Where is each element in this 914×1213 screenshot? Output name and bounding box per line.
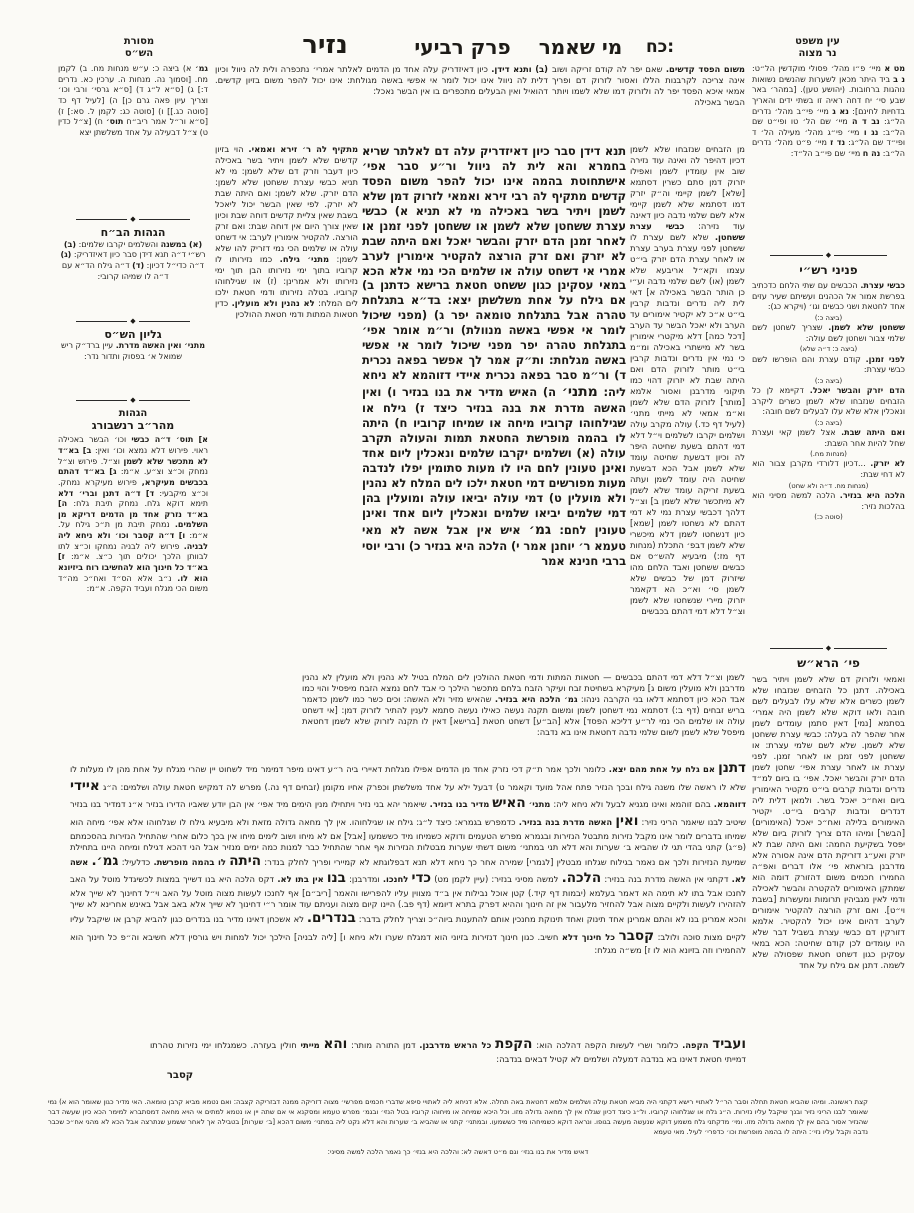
masoret-title-line2: הש״ס <box>124 48 154 59</box>
rashi-column: מן הזבחים שנזבחו שלא לשמן דכיון דהיפר לה ואינה עוד נזירה שוב אין עומדין לשמן ואפילו יזרוק דמן סתם כשרין דסתמא [שלא] לשמן קיימי וה״ק יזרק דמו דסתמא שלא לשמן קיימי אלא לשם שלמי נדבה כיון דאינה עוד נזירה: כבשי עצרת ששחטן. שלא לשם עצרת לו ששחטן לפני עצרת בערב עצרת או לאחר עצרת הדם יזרק בי״ט עצמו וקא״ל אריבעא שלא לשמן (או) לשם שלמי נדבה וע״י כן הותר הבשר באכילה א] דאי לית ליה נדרים ונדבות קרבין בי״ט א״כ לא יקטיר אימורים עד הערב ולא יאכל הבשר עד הערב [דכל כמה] דלא מיקטרי אימורין בשר לא מישתרי באכילה ומ״מ כי נמי אין נדרים ונדבות קרבין בי״ט מותר לזרוק הדם ואם היתה שבת לא יזרוק דהוי כמו תיקוני מדרבנן ואסור אלמא [מותר] לזרוק הדם שלא לשמן וא״מ אמאי לא מייתי מתני׳ (לעיל דף כד.) עולה מקרב עולה ושלמים יקרבו לשלמים וי״ל דלא דמי דהתם בשעת שחיטה היפר לה וכיון דבשעת שחיטה עומד שלא לשמן אבל הכא דבשעת שחיטה היה עומד לשמן ועתה בשעת זריקה עומד שלא לשמן לא מיתכשר שלא לשמן ב] וצ״ל דלהך דכבשי עצרת נמי לא דמי דהתם לא נשחטו לשמן [שמא] כיון דנשחטו לשמן דלא מיכשרי שלא לשמן דבפ׳ התכלת (מנחות דף מז:) מיבעיא להש״ס אם כבשים ששחטן ואבד הלחם מהו שיזרוק דמן של כבשים שלא לשמן סי׳ וא״כ הא דקאמר יזרוק מיירי שנשחטו שלא לשמן וצ״ל דלא דמי דהתם בכבשים <box>630 144 745 616</box>
rashi-top-block: משום הפסד קדשים. שאם יפר לה קודם זריקה ושוב אינה צריכה לקרבנות הללו ואסור לזרוק דם ופריך אמאי איכא הפסד יפר לה ולזרוק דמו שלא לשמו ויותר הבשר באכילה <box>552 64 745 107</box>
tosafot-column: מתקיף לה ר׳ זירא ואמאי. הוי בזיון קדשים שלא לשמן ויתיר בשר באכילה כיון דעבר וזרק דם שלא לשמן: מי לא תניא כבשי עצרת ששחטן שלא לשמן: הדם יזרק. שלא לשמן: ואם היתה שבת לא יזרק. לפי שאין הבשר יכול ליאכל בשבת שאין צליית קדשים דוחה שבת וכיון שאין צורך היום אין דוחה שבת: ואם זרק הורצה. להקטיר אימורין לערב: אי דשחט עולה או שלמים הכי נמי דזריק להו שלא לשמן: מתני׳ גילח. כמו נזירותו לו קרוביו בתוך ימי נזירותו הבן תוך ימי נזירותו ולא אמרינן: (ז) או שגילחוהו קרוביו. בטלה נזירותו ודמי חטאת ילכו לים המלח: לא נהנין ולא מועלין. כדין חטאות המתות ודמי חטאת ההולכין <box>215 144 358 319</box>
tosafot-aveid-paragraph: ועביד הקפה. כלומר ושרי לעשות הקפה דהלכה הוא: הקפת כל הראש מדרבנן. דמן התורה מותר: והא מייתי חולין בעזרה. כשמגלחו ימי נזירות טהרתו דמייתי חטאת דאינו בא בנדבה דמעלה ושלמים לא קטיל דבאים בנדבה: <box>150 1036 746 1064</box>
masoret-hashas-header <box>104 36 174 60</box>
section-divider-icon: ◆ <box>76 395 190 406</box>
pi-harosh-text: ואמאי ולזרוק דם שלא לשמן ויתיר בשר באכילה. דתנן כל הזבחים שנזבחו שלא לשמן כשרים אלא שלא עלו לבעלים לשם חובה ולאו דוקא שלא לשמן היה אמרי׳ בסתמא [נמי] דאין סתמן עומדים לשמן אחר שהפר לה בעלה: כבשי עצרת ששחטן שלא לשמן. שלא לשם שלמי עצרת: או ששחטן לפני זמנן או לאחר זמנן. לפני עצרת או לאחר עצרת אפי׳ שחטן לשמן הדם יזרק והבשר יאכל. אפי׳ בו ביום למ״ד נדרים ונדבות קרבים בי״ט מקטיר האימורין ביום ואח״כ יאכל בשר. ולמאן דלית ליה דנדרים ונדבות קרבים בי״ט. יקטיר האימורים בלילה ואח״כ יאכל (האימורים) [הבשר] ומיהו הדם צריך לזרוק ביום שלא יפסל בשקיעת החמה: ואם היתה שבת לא יזרק ואע״ג דזריקת הדם אינה אסורה אלא מדרבנן בזראתא פי׳ אלו דברים ואפ״ה החמירו חכמים משום דהזורק דומה הוא שמתקן האימורים להקטרה והבשר לאכילה ודמי לאין מגביהין תרומות ומעשרות [בשבת וי״ט]. ואם זרק הורצה להקטיר אימורים לערב דהיום אינו יכול להקטיר. אלמא דזורקין דם כבשי עצרת בשביל דבר שלא היו עומדים לכן קודם שחיטה: הכא במאי עסקינן כגון דשחט חטאת שפסולה שלא לשמה. דתנן אם גילח על אחד <box>752 674 905 970</box>
bottom-notes-text: קצת ראשונה. ומיהו שהביא חטאת תחלה וסבר הר״ל לאתויי רישא דקתני היה מביא חטאת עולה ושלמים אלמא דחטאת באה תחלה. אלא דניחא ליה לאתויי סיפא שדברי חכמים מפרשי׳ מצוה דזריקה ממנה דבזריקה קצבה: ואם נטמא מביא קרבן טומאה. האי מדיר כגון שאומר הוא א) נמי שאומר לבנו הריני נזיר ובנך שיקבל עליו נזירות. ה״ג גלח או שגלחוהו קרוביו. ול״ג כיצד דכיון שגלח אין לך מחאה גדולה מזו. וכל היכא שמיחה או מיחוהו קרוביו בטל הנזי׳ ובגמ׳ מפרש טעמא ומסקנא אי אם שתה יין או נטמא למתים אי הויא מחאה דמסתברא למימר הכא כיון שעשה דבר שהנזיר אסור בהם אין לך מחאה גדולה מזו. ומי׳ מדקתני גלח משמע דוקא שנעשה מעשה בגופו. ונראה דוקא כשמיחהו מיד כששמעו. ובמתני׳ קתני או שהביא ב׳ שערות והא דלא נקט ליה במתני׳ משום דהכא [ב׳ שערות] בטבילה אך לאחר ששמע שנתרצה אבל הכא לא מהני אח״כ שכבר נדבה וקבל עליו נזי׳: היתה לו בהמה מופרשת וכו׳ כדפרי׳ לעיל. מאי טעמא <box>48 1098 868 1136</box>
catchword: קסבר <box>166 1070 194 1081</box>
daf-number: כח: <box>645 37 675 57</box>
pninei-rashi-text: כבשי עצרת. הכבשים עם שתי הלחם כדכתיב בפרשת אמור אל הכהנים ועשיתם שעיר עזים אחד לחטאת ושני כבשים וגו׳ (ויקרא כג): (ביצה כ:) ששחטן שלא לשמן. שצריך לשחטן לשם שלמי צבור ושחטן לשם עולה: (ביצה כ: ד״ה שלא) לפני זמנן. קודם עצרת והם הופרשו לשם כבשי עצרת: (ביצה כ:) הדם יזרק והבשר יאכל. דקיימא לן כל הזבחים שנזבחו שלא לשמן כשרים ליקרב ונאכלין אלא שלא עלו לבעלים לשם חובה: (ביצה כ:) ואם היתה שבת. אצל לשמן קאי ועצרת שחל להיות אחר השבת: (מנחות מח.) לא יזרק. ...דכיון דלורדי מקרבן צבור הוא לא דחי שבת: (מנחות מח. ד״ה ולא שחט) הלכה היא בנזיר. הלכה למשה מסיני הוא בהלכות נזיר: (סוטה כ:) <box>752 281 905 522</box>
masechet-title: נזיר <box>302 30 348 60</box>
section-divider-icon: ◆ <box>76 316 190 327</box>
ein-mishpat-title-line2: נר מצוה <box>798 48 837 59</box>
perek-number: פרק רביעי <box>414 35 511 59</box>
perek-name: מי שאמר <box>538 35 623 59</box>
gemara-column: תנא דידן סבר כיון דאיזדריק עלה דם לאלתר שריא בחמרא והא לית לה ניוול ור״ע סבר אפי׳ אישתחוטת בהמה אינו יכול להפר משום הפסד קדשים מתקיף לה רבי זירא ואמאי לזרוק דמן שלא לשמן ויתיר בשר באכילה מי לא תניא א) כבשי עצרת ששחטן שלא לשמן או ששחטן לפני זמנן או לאחר זמנן הדם יזרק והבשר יאכל ואם היתה שבת לא יזרק ואם זרק הורצה להקטיר אימורין לערב אמרי אי דשחט עולה או שלמים הכי נמי אלא הכא במאי עסקינן כגון ששחט חטאת ברישא כדתנן ב) אם גילח על אחת משלשתן יצא: בד״א בתגלחת טהרה אבל בתגלחת טומאה יפר ג) (מפני שיכול לומר אי אפשי באשה מנוולת) ור״מ אומר אפי׳ בתגלחת טהרה יפר מפני שיכול לומר אי אפשי באשה מגלחת: ות״ק אמר לך אפשר בפאה נכרית ד) ור״מ סבר בפאה נכרית איידי דזוהמא לא ניחא ליה: מתני׳ ה) האיש מדיר את בנו בנזיר ו) ואין האשה מדרת את בנה בנזיר כיצד ז) גילח או שגילחוהו קרוביו מיחה או שמיחו קרוביו ח) היתה לו בהמה מופרשת החטאת תמות והעולה תקרב עולה (א) ושלמים יקרבו שלמים ונאכלין ליום אחד ואינן טעונין לחם היו לו מעות סתומין יפלו לנדבה מעות מפורשים דמי חטאת ילכו לים המלח לא נהנין ולא מועלין ט) דמי עולה יביאו עולה ומועלין בהן דמי שלמים יביאו שלמים ונאכלין ליום אחד ואינן טעונין לחם: גמ׳ איש אין אבל אשה לא מאי טעמא ר׳ יוחנן אמר י) הלכה היא בנזיר כ) ורבי יוסי ברבי חנינא אמר <box>362 144 626 568</box>
tosafot-top-block: (ב) ותנא דידן. כיון דאיזדריק עלה אחד מן הדמים לאלתר אמרי׳ נתכפרה ולית לה ניוול וכיון דלית לה ניוול אינו יכול לומר אי אפשי באשה מגולחת: אינו יכול להפר משום בזיון קדשים. דהואיל ואין הבעלים מתכפרים בו אין הבשר נאכל: <box>215 64 548 96</box>
hagahot-habach-text: (א) במשנה והשלמים יקרבו שלמים: (ב) רש״י ד״ה תנא דידן סבר כיון דאיזדריק: (ג) ד״ה כדי״ל דכיון: (ד) ד״ה גילח הד״א עם ד״ה לו שמיהו קרובי: <box>60 239 206 281</box>
gilyon-hashas-text: מתני׳ ואין האשה מדרת. עיין ברד״ק ריש שמואל א׳ בפסוק ותדור נדר: <box>61 341 205 361</box>
tosafot-transition-block: לשמן וצ״ל דלא דמי דהתם בכבשים — חטאות המתות ודמי חטאת ההולכין לים המלח בטיל לא נהנין ולא מועלין לא נהנין מדרבנן ולא מועלין משום ג] מעיקרא בשחיטת זבח ועיקר הזבח בלחם מתכשר הילכך כי אבד לחם נמצא הזבח מיפסיל והוי כמו אבד הכא כיון דסתמא דלאו בני הקרבה נינהו: גמ׳ הלכה היא בנזיר. שהאיש מזיר ולא האשה: וכים כשר כמו לשמן כדאמר בריש זבחים (דף ב:) דסתמא נמי דשחטן לשמן ומשום תקנה נעשה כאילו נעשה סתמא לענין להתיר לזרוק דמן: [אי דשחט עולה או שלמים הכי נמי לר״ע דליכא הפסד] אלא [הב״ע] דשחט חטאת [ברישא] דאין לו תקנה לזרוק שלא לשמן דחטאת מיפסל שלא לשמן לשום שלמי נדבה דחטאת אינו בא נדבה: <box>302 672 745 737</box>
pninei-rashi-title: פניני רש״י <box>799 263 858 277</box>
ransburg-title-line2: מהר״ב רנשבורג <box>91 418 175 432</box>
ransburg-title-line1: הגהות <box>118 408 148 420</box>
gilyon-hashas-title: גליון הש״ס <box>104 327 162 341</box>
section-divider-icon: ◆ <box>76 214 190 225</box>
bottom-notes-last-line: דאיש מדיר את בנו בנזי׳ וגם מ״ט דאשה לא: והלכה היא בנזי׳ כך נאמר הלכה למשה מסיני: <box>327 1148 589 1156</box>
section-divider-icon: ◆ <box>770 643 887 654</box>
ein-mishpat-header <box>775 36 860 60</box>
right-margin-column <box>752 64 905 1084</box>
ein-mishpat-title-line1: עין משפט <box>795 36 840 47</box>
masoret-hashas-text: גמ׳ א) ביצה כ: ע״ש מנחות מח. ב) לקמן מח. [וסמוך נה. מנחות ה. ערכין כא. נדרים ד:] ג) [ס״א ל״ג ד) [ס״א גרסי׳ ורבי וכו׳ וצריך עיון פאה גרם כן] ה) [לעיל דף כד [סוטה כג.]] ו) [סוטה כג: לקמן ל. סא:] ז) [ס״א ור״ל אמר ריב״ח תוס׳ ח) [צ״ל כדין ט) צ״ל דבעילה על אחד משלשתן יצא <box>58 64 208 137</box>
hagahot-habach-title: הגהות הב״ח <box>100 226 166 239</box>
left-margin-column <box>58 64 208 794</box>
section-divider-icon: ◆ <box>770 250 887 261</box>
ein-mishpat-text: מט א מיי׳ פ״ו מהל׳ פסולי מוקדשין הל״ט: נ ב ביד היתר מכאן לשערות שהנשים נשואות נוהגות ברחובות. (יהושע טען). [במהר׳ באר שבע סי׳ יח דחה ראיה זו בשתי ידים והאריך בדחיות לחינם]: נא ג מיי׳ פי״ב מהל׳ נדרים הל״ג: נב ד ה מיי׳ שם הל׳ טו ופי״ט שם הל״ב: נג ו מיי׳ פי״ג מהל׳ מעילה הל׳ ד ופי״ד שם הל״ג: נד ז מיי׳ פ״ט מהל׳ נדרים הל״ב: נה ח מיי׳ שם פי״ב הל״ד: <box>752 64 905 158</box>
pi-harosh-title: פי׳ הרא״ש <box>797 656 860 670</box>
ransburg-text: א] תוס׳ ד״ה כבשי וכו׳ הבשר באכילה ראוי. פירוש דלא נמצא וכו׳ ואין: ב] בא״ד לא מתכשר שלא לשמן וצ״ל. פירוש וצ״ל נמחק וכ״צ וצ״ע. א״מ: ג] בא״ד דהתם בכבשים מעיקרא, פירוש מעיקרא נמחק. וכ״צ מיקבעי: ד] ד״ה דתנן וברי׳ דלא תימא דוקא גלח. נמחק תיבת גלח: ה] בא״ד נזרק אחד מן הדמים דריקא מן השלמים. נמחק תיבת מן ת״כ גילח על. א״מ: ו] ד״ה קסבר וכו׳ ולא ניחא ליה לבניה. פירוש ליה לבניה נמחקו וכ״צ לתו לבוותן הלכך יכולים תוך כ״צ. א״מ: ז] בא״ד כל חינוך הוא להחשיבו רוח ביזיונא הוא לו. נ״ב אלא הס״ד ואח״כ מה״ד משום הכי מגלח ועביד הקפה. א״מ: <box>58 435 208 594</box>
tosafot-wide-section: דתנן אם גלח על אחת מהם יצא. כלומר ולכך אמר ת״ק דכי נזרק אחד מן הדמים אפילו מגלחת דאיירי ביה ר״ע דאינו מיפר דמימר מיד לשחוט יין שהרי מגלח על אחת מהן לו מעלות לו שלא לו ראשה שלו משנה גילח ובכך הנזיר פתח אהל מועד וקאמר ט) דבעל ילא על אחד משלשתן וכפרק אחיו מקומן (זבחים דף נה.) מפרש לה דמקיש חטאת עולה ושלמים: ה״ג איידי דזוהמא. בהם זוהמא ואינו מגניא לבעל ולא ניחא ליה: מתני׳ האיש מדיר בנו בנזיר. שיאמר יהא בני נזיר ויתחילו מנין הימים מיד אפי׳ אין הבן יודע שאביו הדירו בנזיר א״נ דמדיר בנו בנזיר שיטיב לבנו שיאמר הריני נזיר: ואין האשה מדרת בנה בנזיר. כדמפרש בגמרא: כיצד ל״ג: גילח או שגילחוהו. אין לך מחאה גדולה מזאת ולא מיבעיא גילח לו שגלחוהו אלא אפי׳ מיחה הוא שמיחו בדברים לומר אינו מקבל נזירות מתבטל הנזירות ובגמרא מפרש הטעמים ודוקא כשמיחו מיד כששמעו [אבל] אם לא מיחו ושוב לימים מיחו אין בכך כלום אחרי שהתחיל הנזירות בהסכמתם (פ״ג) קתני בהדי תגי לו שהביא ב׳ שערות והא דלא תני במתני׳ משום דשתי שערות מבטלות הנזירות אף אחר שהתחיל כבר למנות כמה ימים מנזיר אבל הני דהכא דגילח ומיחה היינו בתחילת שמיעת הנזירות ולכך אם נאמר בגילוח שגלחו מבטלין [לגמרי] שמירה אחר כך ניחא דלא תנא דבפלוגתא לא קמיירי ופריך לחלק בנדר: היתה לו בהמה מופרשת. כדלעיל: גמ׳. אשה לא. דקתני אין האשה מדרת בנה בנזיר: הלכה. למשה מסיני בנזיר: (עיין לקמן מט) כדי לחנכו. ומדרבנן: בנו אין בתו לא. דקס הלכה היא בנו דשייך במצות לכשיגדל מוטל על האב לחנכו אבל בתו לא תימה הא דאמר בעלמא (יבמות דף קיד.) קטן אוכל נבילות אין ב״ד מצווין עליו להפרישו והאמר [ריב״ם] אף לחנכו לעשות מצוה מוטל על האב וי״ל דחינוך לא שייך אלא להזהירו לעשות ולקיים מצוה אבל להחזיר מלעבור אין זה חינוך וההיא דפרק בתרא דיומא (דף פב.) היינו קיום מצוה ועניתם עוד אומר ר״י דחינוך לא שייך אלא באב אבל באינש אחרינא לא שייך והכא אמרינן בנו לא והתם אמרינן אחד תינוק ואחד תינוקת מחנכין אותם להתענות ביוה״כ וצריך לחלק בדבר: בנדרים. לא אשכחן דאינו מדיר בנו בנדרים כגון להביא קרבן או שיקבל עליו לקיים מצות סוכה ולולב: קסבר כל חינוך דלא חשיב. כגון חינוך דנזירות בזיוני הוא דמגלח שערו ולא ניחא ו] [ליה לבניה] הילכך יכול למחות ויש גורסין דלא חשיבא וה״פ כל חינוך הוא להחמירו וזה בזיונא הוא לו ז] מש״ה מגלח: <box>70 760 746 956</box>
masoret-title-line1: מסורת <box>123 36 155 47</box>
